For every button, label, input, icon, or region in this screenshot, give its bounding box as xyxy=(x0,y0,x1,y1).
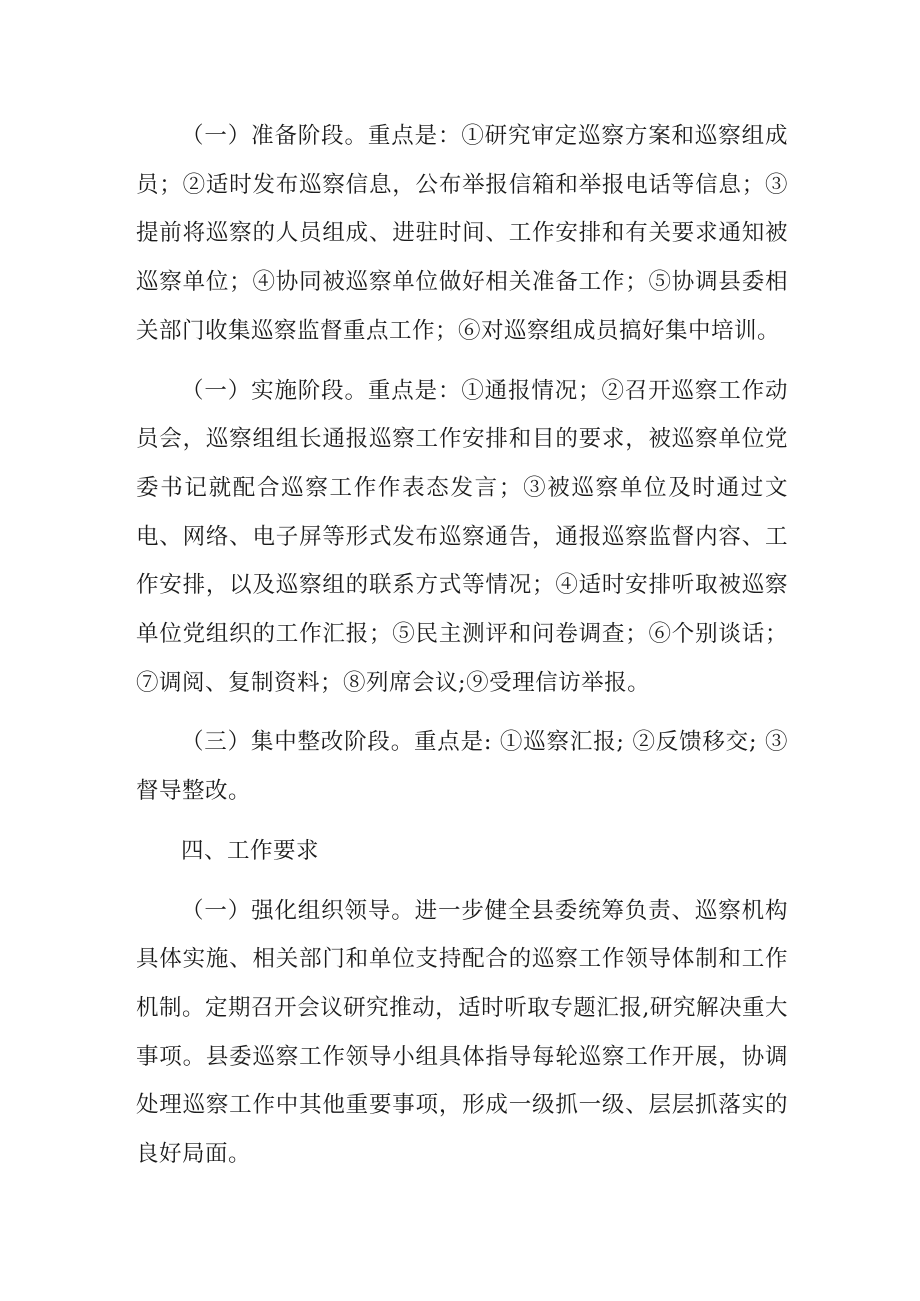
section-heading-work-requirements: 四、工作要求 xyxy=(181,837,320,864)
paragraph-preparation-stage: （一）准备阶段。重点是：①研究审定巡察方案和巡察组成员；②适时发布巡察信息，公布举报信箱和举报电话等信息；③提前将巡察的人员组成、进驻时间、工作安排和有关要求通知被巡察单位；④协同被巡察单位做好相关准备工作；⑤协调县委相关部门收集巡察监督重点工作；⑥对巡察组成员搞好集中培训。 xyxy=(136,123,788,344)
paragraph-implementation-stage: （一）实施阶段。重点是：①通报情况；②召开巡察工作动员会，巡察组组长通报巡察工作安排和目的要求，被巡察单位党委书记就配合巡察工作作表态发言；③被巡察单位及时通过文电、网络、电子屏等形式发布巡察通告，通报巡察监督内容、工作安排，以及巡察组的联系方式等情况；④适时安排听取被巡察单位党组织的工作汇报；⑤民主测评和问卷调查；⑥个别谈话；⑦调阅、复制资料；⑧列席会议;⑨受理信访举报。 xyxy=(136,377,788,696)
document-body xyxy=(136,112,788,1190)
paragraph-strengthen-leadership: （一）强化组织领导。进一步健全县委统筹负责、巡察机构具体实施、相关部门和单位支持配合的巡察工作领导体制和工作机制。定期召开会议研究推动，适时听取专题汇报,研究解决重大事项。县委巡察工作领导小组具体指导每轮巡察工作开展，协调处理巡察工作中其他重要事项，形成一级抓一级、层层抓落实的良好局面。 xyxy=(136,897,788,1168)
paragraph-rectification-stage: （三）集中整改阶段。重点是: ①巡察汇报; ②反馈移交; ③督导整改。 xyxy=(136,729,788,805)
